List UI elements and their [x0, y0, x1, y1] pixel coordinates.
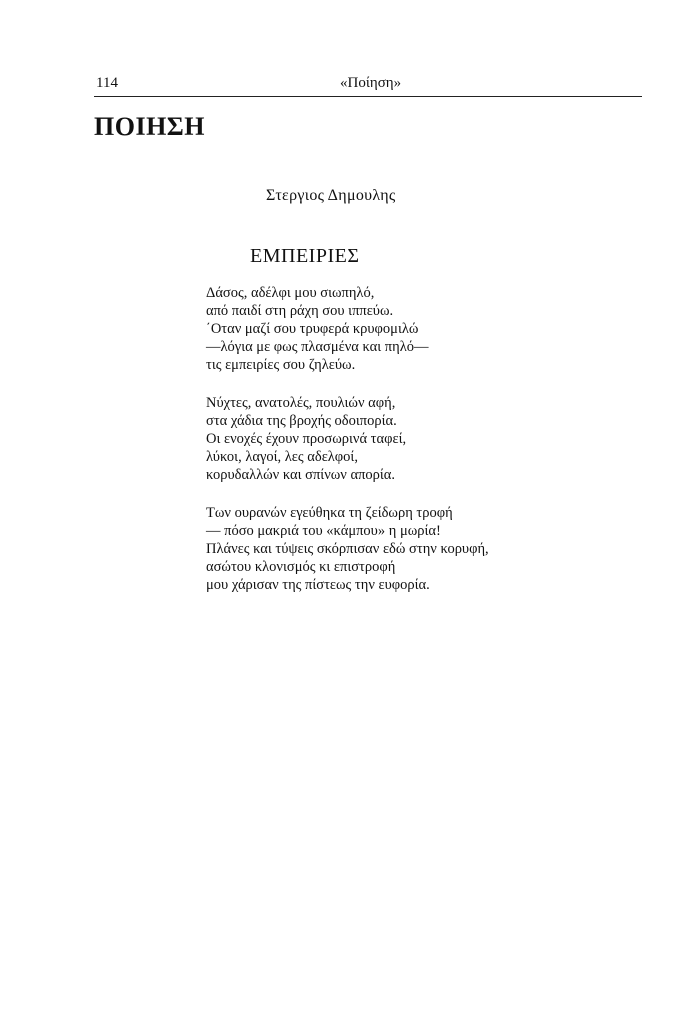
verse-line: —λόγια με φως πλασμένα και πηλό— [206, 339, 429, 355]
poem-author: Στεργιος Δημουλης [266, 187, 396, 204]
verse-line: Νύχτες, ανατολές, πουλιών αφή, [206, 395, 396, 411]
verse-line: ασώτου κλονισμός κι επιστροφή [206, 559, 396, 575]
verse-line: — πόσο μακριά του «κάμπου» η μωρία! [206, 523, 441, 539]
verse-line: ΄Οταν μαζί σου τρυφερά κρυφομιλώ [206, 321, 419, 337]
poem-title: ΕΜΠΕΙΡΙΕΣ [250, 245, 360, 267]
verse-line: τις εμπειρίες σου ζηλεύω. [206, 357, 356, 373]
verse-line: από παιδί στη ράχη σου ιππεύω. [206, 303, 394, 319]
stanza-2 [206, 394, 626, 484]
page-number: 114 [96, 75, 118, 91]
verse-line: Πλάνες και τύψεις σκόρπισαν εδώ στην κορυφή, [206, 541, 489, 557]
running-head: «Ποίηση» [340, 75, 402, 91]
section-title: ΠΟΙΗΣΗ [94, 112, 206, 141]
header-rule [94, 96, 642, 97]
verse-line: κορυδαλλών και σπίνων απορία. [206, 467, 396, 483]
verse-line: Δάσος, αδέλφι μου σιωπηλό, [206, 285, 375, 301]
stanza-3 [206, 504, 626, 594]
poem-body [206, 284, 626, 614]
verse-line: Οι ενοχές έχουν προσωρινά ταφεί, [206, 431, 407, 447]
verse-line: στα χάδια της βροχής οδοιπορία. [206, 413, 397, 429]
verse-line: Των ουρανών εγεύθηκα τη ζείδωρη τροφή [206, 505, 453, 521]
verse-line: λύκοι, λαγοί, λες αδελφοί, [206, 449, 358, 465]
stanza-1 [206, 284, 626, 374]
verse-line: μου χάρισαν της πίστεως την ευφορία. [206, 577, 430, 593]
